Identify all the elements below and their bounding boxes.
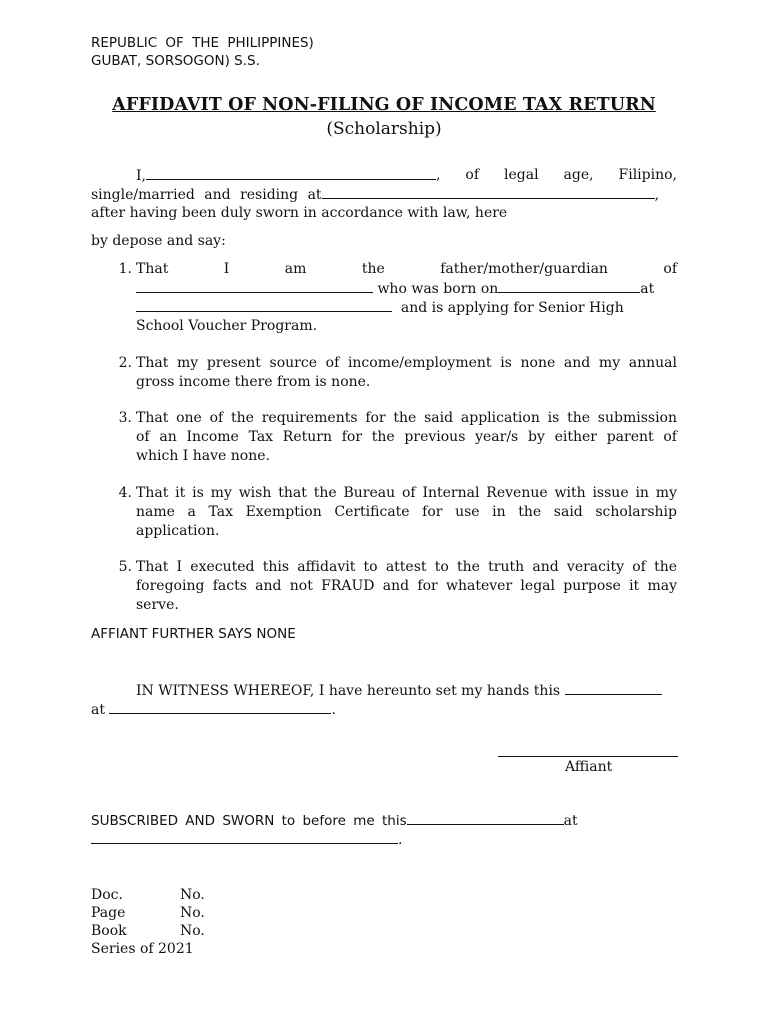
item-5-line-2: foregoing facts and not FRAUD and for whatever legal purpose it may [136, 578, 677, 594]
notary-series: Series of 2021 [91, 941, 194, 957]
intro-i-label: I, [136, 168, 146, 184]
birth-place-blank[interactable] [136, 298, 392, 312]
name-blank[interactable] [146, 166, 436, 180]
item-4-line-1: That it is my wish that the Bureau of Internal Revenue with issue in my [136, 485, 677, 501]
subscribed-at: at [563, 813, 578, 829]
witness-line-2 [91, 700, 336, 720]
subscribed-text: SUBSCRIBED AND SWORN to before me this [91, 813, 407, 829]
affiant-label: Affiant [565, 759, 613, 775]
subscribed-period: . [398, 832, 403, 848]
intro-legal-age: , of legal age, Filipino, [436, 167, 677, 183]
subscribed-place-blank[interactable] [91, 830, 398, 844]
subscribed-date-blank[interactable] [407, 811, 564, 825]
document-subtitle: (Scholarship) [326, 119, 442, 139]
subscribed-line-2 [91, 830, 402, 850]
witness-line-1 [136, 681, 662, 701]
item-1-line-4: School Voucher Program. [136, 318, 318, 334]
notary-page-label: Page [91, 905, 126, 921]
notary-doc-no: No. [180, 887, 205, 903]
intro-line-2 [91, 185, 659, 205]
witness-date-blank[interactable] [565, 681, 662, 695]
intro-sworn: after having been duly sworn in accordance with law, here [91, 205, 508, 221]
intro-line-1 [136, 166, 436, 186]
item-1-applying: and is applying for Senior High [400, 300, 624, 316]
item-1-at: at [640, 281, 655, 297]
item-4-line-3: application. [136, 523, 220, 539]
child-name-blank[interactable] [136, 279, 373, 293]
item-5-number: 5. [118, 559, 132, 575]
item-2-number: 2. [118, 355, 132, 371]
witness-period: . [331, 702, 336, 718]
item-4-line-2: name a Tax Exemption Certificate for use in the said scholarship [136, 504, 677, 520]
item-1-line-2 [136, 279, 654, 299]
item-3-number: 3. [118, 410, 132, 426]
affiant-further: AFFIANT FURTHER SAYS NONE [91, 626, 296, 642]
notary-doc-label: Doc. [91, 887, 123, 903]
address-blank[interactable] [322, 185, 655, 199]
document-title: AFFIDAVIT OF NON-FILING OF INCOME TAX RETURN [112, 95, 656, 115]
header-location: GUBAT, SORSOGON) S.S. [91, 53, 260, 69]
item-4-number: 4. [118, 485, 132, 501]
intro-comma: , [654, 187, 660, 203]
intro-depose: by depose and say: [91, 233, 226, 249]
header-republic: REPUBLIC OF THE PHILIPPINES) [91, 35, 314, 51]
subscribed-line-1 [91, 811, 578, 831]
witness-at: at [91, 702, 105, 718]
item-5-line-1: That I executed this affidavit to attest to the truth and veracity of the [136, 559, 677, 575]
item-1-born: who was born on [377, 281, 499, 297]
intro-residing: single/married and residing at [91, 187, 322, 203]
affiant-signature-line[interactable] [498, 756, 678, 757]
item-1-number: 1. [118, 261, 132, 277]
notary-page-no: No. [180, 905, 205, 921]
item-5-line-3: serve. [136, 597, 179, 613]
birth-date-blank[interactable] [498, 279, 640, 293]
witness-text: IN WITNESS WHEREOF, I have hereunto set my hands this [136, 683, 561, 699]
witness-place-blank[interactable] [109, 700, 331, 714]
item-1-line-1: That I am the father/mother/guardian of [136, 261, 677, 277]
item-2-line-2: gross income there from is none. [136, 374, 371, 390]
item-3-line-2: of an Income Tax Return for the previous year/s by either parent of [136, 429, 677, 445]
item-2-line-1: That my present source of income/employment is none and my annual [136, 355, 677, 371]
notary-book-label: Book [91, 923, 127, 939]
item-3-line-3: which I have none. [136, 448, 270, 464]
item-1-line-3 [136, 298, 624, 318]
notary-book-no: No. [180, 923, 205, 939]
item-3-line-1: That one of the requirements for the said application is the submission [136, 410, 677, 426]
